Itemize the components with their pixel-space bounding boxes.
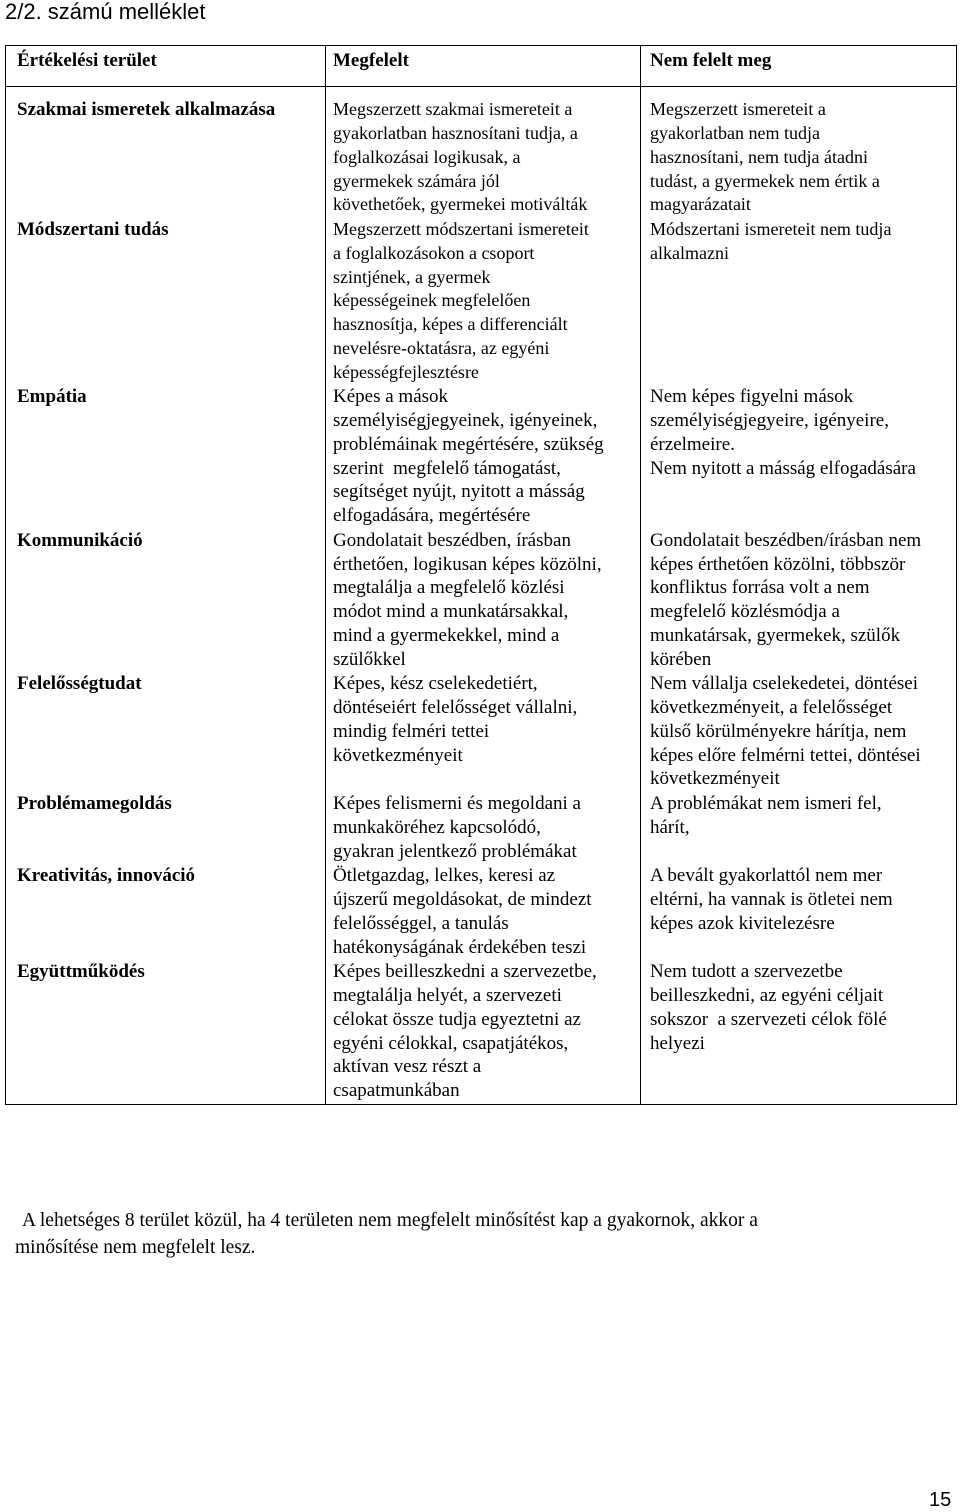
meets-cell xyxy=(325,384,640,528)
area-cell xyxy=(6,959,325,1104)
footnote-line: minősítése nem megfelelt lesz. xyxy=(15,1237,256,1258)
text-line: következményeit xyxy=(650,768,780,790)
area-cell xyxy=(6,217,325,384)
text-line: felelősséggel, a tanulás xyxy=(333,912,509,934)
text-line: csapatmunkában xyxy=(333,1080,460,1101)
not-meets-cell xyxy=(640,791,956,863)
footnote-line: A lehetséges 8 terület közül, ha 4 területen nem megfelelt minősítést kap a gyakornok, akkor a xyxy=(22,1210,758,1231)
text-line: hárít, xyxy=(650,816,690,838)
not-meets-cell xyxy=(640,671,956,791)
page-number: 15 xyxy=(929,1489,952,1511)
text-line: követhetőek, gyermekei motiválták xyxy=(333,194,588,215)
text-line: módot mind a munkatársakkal, xyxy=(333,601,569,622)
header-cell-not-meets xyxy=(640,46,956,86)
text-line: sokszor a szervezeti célok fölé xyxy=(650,1008,887,1030)
text-line: Nem tudott a szervezetbe xyxy=(650,961,843,983)
header-label: Megfelelt xyxy=(333,50,409,71)
not-meets-cell xyxy=(640,217,956,384)
table-row xyxy=(6,217,956,384)
table-header-row xyxy=(6,46,956,87)
text-line: személyiségjegyeinek, igényeinek, xyxy=(333,410,598,431)
text-line: munkaköréhez kapcsolódó, xyxy=(333,816,541,838)
text-line: egyéni célokkal, csapatjátékos, xyxy=(333,1032,569,1054)
text-line: megtalálja helyét, a szervezeti xyxy=(333,985,562,1006)
text-line: gyermekek számára jól xyxy=(333,170,500,191)
text-line: szintjének, a gyermek xyxy=(333,266,491,287)
text-line: következményeit, a felelősséget xyxy=(650,697,893,718)
text-line: hatékonyságának érdekében teszi xyxy=(333,936,587,958)
area-label: Empátia xyxy=(17,386,87,408)
table-row xyxy=(6,671,956,791)
meets-cell xyxy=(325,217,640,384)
text-line: gyakorlatban nem tudja xyxy=(650,123,820,143)
text-line: hasznosítja, képes a differenciált xyxy=(333,314,568,334)
text-line: problémáinak megértésére, szükség xyxy=(333,433,604,455)
text-line: döntéseiért felelősséget vállalni, xyxy=(333,697,578,718)
table-row xyxy=(6,87,956,217)
text-line: gyakorlatban hasznosítani tudja, a xyxy=(333,123,578,143)
text-line: képes azok kivitelezésre xyxy=(650,912,835,934)
text-line: Képes, kész cselekedetiért, xyxy=(333,673,538,695)
area-label: Problémamegoldás xyxy=(17,793,172,814)
text-line: konfliktus forrása volt a nem xyxy=(650,577,870,599)
text-line: Nem képes figyelni mások xyxy=(650,386,854,408)
text-line: tudást, a gyermekek nem értik a xyxy=(650,170,880,191)
meets-cell xyxy=(325,528,640,672)
text-line: mind a gyermekekkel, mind a xyxy=(333,624,560,646)
text-line: a foglalkozásokon a csoport xyxy=(333,242,535,263)
text-line: képességeinek megfelelően xyxy=(333,290,531,311)
text-line: Képes felismerni és megoldani a xyxy=(333,793,581,814)
area-label: Felelősségtudat xyxy=(17,673,142,695)
text-line: Megszerzett szakmai ismereteit a xyxy=(333,99,573,120)
text-line: A bevált gyakorlattól nem mer xyxy=(650,865,883,887)
text-line: körében xyxy=(650,648,712,670)
not-meets-cell xyxy=(640,384,956,528)
text-line: munkatársak, gyermekek, szülők xyxy=(650,624,901,646)
text-line: Képes a mások xyxy=(333,386,449,408)
table-row xyxy=(6,959,956,1104)
text-line: A problémákat nem ismeri fel, xyxy=(650,793,882,814)
text-line: Módszertani ismereteit nem tudja xyxy=(650,219,892,239)
text-line: mindig felméri tettei xyxy=(333,720,490,742)
text-line: Képes beilleszkedni a szervezetbe, xyxy=(333,961,597,983)
text-line: foglalkozásai logikusak, a xyxy=(333,146,521,167)
area-cell xyxy=(6,528,325,672)
text-line: szülőkkel xyxy=(333,648,406,670)
text-line: Megszerzett módszertani ismereteit xyxy=(333,219,589,239)
text-line: képességfejlesztésre xyxy=(333,361,479,382)
table-row xyxy=(6,863,956,959)
text-line: újszerű megoldásokat, de mindezt xyxy=(333,889,592,910)
text-line: Gondolatait beszédben, írásban xyxy=(333,529,571,551)
area-cell xyxy=(6,791,325,863)
text-line: beilleszkedni, az egyéni céljait xyxy=(650,985,884,1006)
area-cell xyxy=(6,87,325,217)
text-line: megfelelő közlésmódja a xyxy=(650,601,840,622)
text-line: alkalmazni xyxy=(650,242,729,263)
footnote xyxy=(15,1207,758,1261)
text-line: szerint megfelelő támogatást, xyxy=(333,457,561,479)
area-cell xyxy=(6,863,325,959)
text-line: eltérni, ha vannak is ötletei nem xyxy=(650,889,893,910)
text-line: magyarázatait xyxy=(650,194,751,215)
table-row xyxy=(6,384,956,528)
not-meets-cell xyxy=(640,959,956,1104)
header-cell-area xyxy=(6,46,325,86)
area-label: Szakmai ismeretek alkalmazása xyxy=(17,99,276,121)
text-line: érthetően, logikusan képes közölni, xyxy=(333,553,602,575)
table-row xyxy=(6,528,956,672)
table-row xyxy=(6,791,956,863)
text-line: képes előre felmérni tettei, döntései xyxy=(650,744,921,766)
text-line: személyiségjegyeire, igényeire, xyxy=(650,410,889,431)
header-cell-meets xyxy=(325,46,640,86)
page-title: 2/2. számú melléklet xyxy=(5,0,206,24)
area-cell xyxy=(6,384,325,528)
text-line: következményeit xyxy=(333,744,463,766)
header-label: Értékelési terület xyxy=(17,50,157,71)
text-line: elfogadására, megértésére xyxy=(333,505,531,526)
area-label: Kommunikáció xyxy=(17,529,143,551)
text-line: képes érthetően közölni, többször xyxy=(650,553,906,575)
evaluation-table xyxy=(5,45,957,1105)
text-line: Nem vállalja cselekedetei, döntései xyxy=(650,673,918,695)
area-cell xyxy=(6,671,325,791)
text-line: Megszerzett ismereteit a xyxy=(650,99,826,120)
text-line: külső körülményekre hárítja, nem xyxy=(650,720,907,742)
meets-cell xyxy=(325,791,640,863)
area-label: Kreativitás, innováció xyxy=(17,865,196,887)
not-meets-cell xyxy=(640,863,956,959)
text-line: Nem nyitott a másság elfogadására xyxy=(650,457,916,479)
not-meets-cell xyxy=(640,528,956,672)
text-line: Ötletgazdag, lelkes, keresi az xyxy=(333,865,556,887)
meets-cell xyxy=(325,87,640,217)
meets-cell xyxy=(325,959,640,1104)
text-line: gyakran jelentkező problémákat xyxy=(333,840,577,862)
not-meets-cell xyxy=(640,87,956,217)
meets-cell xyxy=(325,671,640,791)
text-line: segítséget nyújt, nyitott a másság xyxy=(333,481,585,503)
area-label: Együttműködés xyxy=(17,961,145,983)
text-line: érzelmeire. xyxy=(650,433,735,455)
text-line: Gondolatait beszédben/írásban nem xyxy=(650,529,922,551)
text-line: nevelésre-oktatásra, az egyéni xyxy=(333,337,550,358)
meets-cell xyxy=(325,863,640,959)
text-line: célokat össze tudja egyeztetni az xyxy=(333,1008,581,1030)
text-line: helyezi xyxy=(650,1032,705,1054)
text-line: aktívan vesz részt a xyxy=(333,1056,482,1078)
header-label: Nem felelt meg xyxy=(650,50,772,71)
area-label: Módszertani tudás xyxy=(17,219,169,240)
text-line: hasznosítani, nem tudja átadni xyxy=(650,146,868,167)
text-line: megtalálja a megfelelő közlési xyxy=(333,577,565,599)
